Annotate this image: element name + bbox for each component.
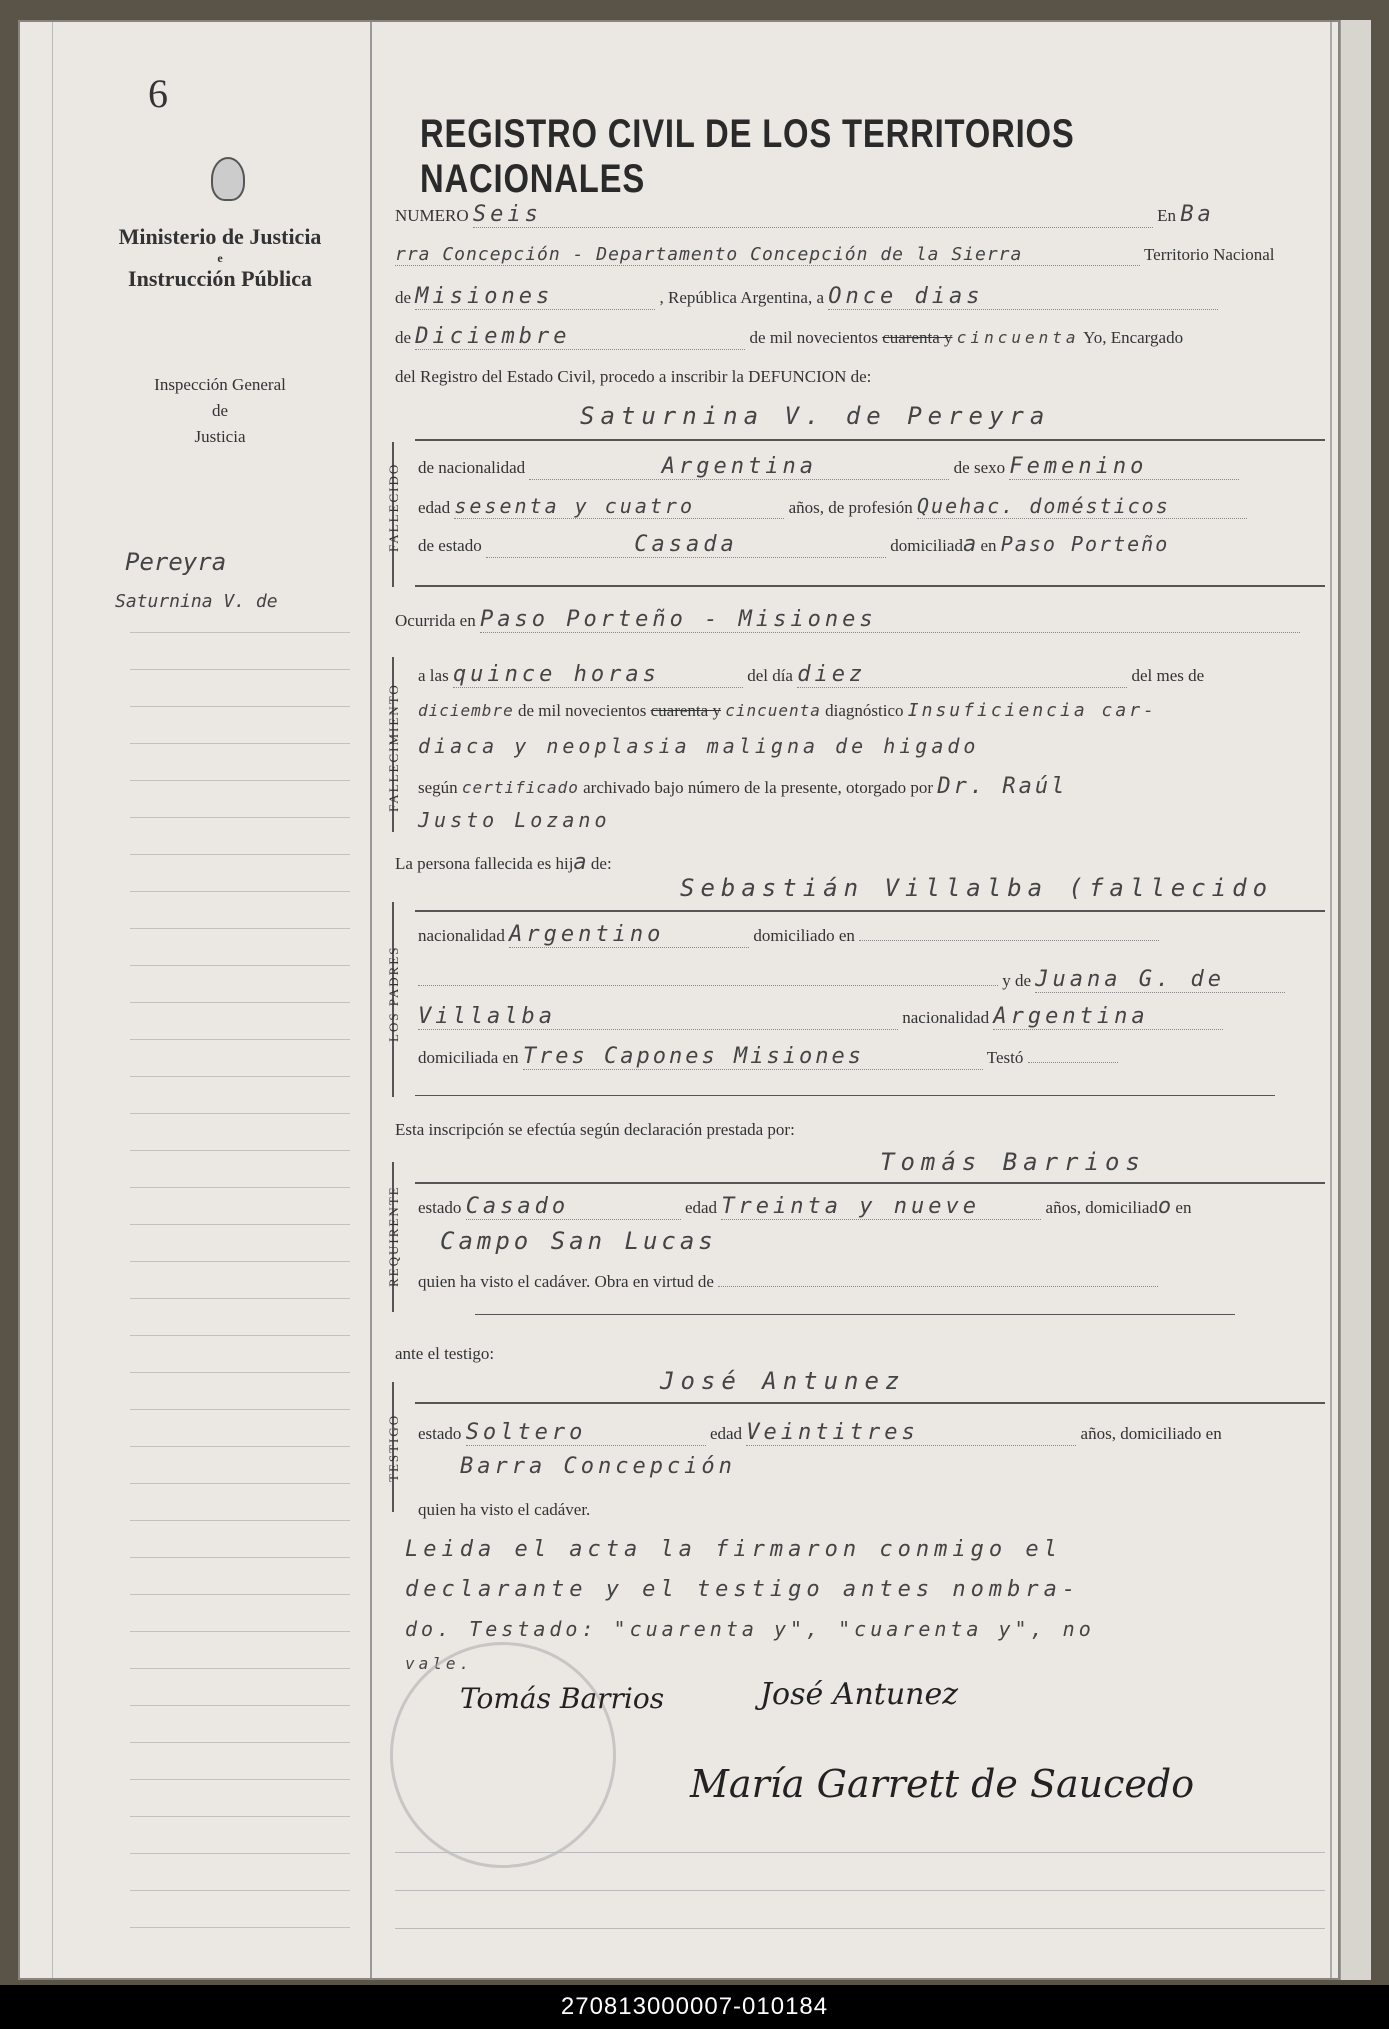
margin-annotation — [115, 542, 278, 622]
requirente-rule — [415, 1182, 1325, 1184]
registro-row: del Registro del Estado Civil, procedo a inscribir la DEFUNCION de: — [395, 367, 872, 386]
coat-of-arms-icon — [211, 157, 245, 201]
fallecimiento-section-label: FALLECIMIENTO — [386, 683, 401, 812]
margin-ruled-line — [130, 1002, 350, 1003]
domiciliada-label: domiciliada en — [418, 1048, 519, 1067]
sexo-label: de sexo — [953, 458, 1006, 477]
margin-ruled-line — [130, 1520, 350, 1521]
domiciliado-label: domiciliado en — [753, 926, 855, 945]
inspection-line: Justicia — [194, 427, 246, 446]
margin-ruled-line — [130, 1039, 350, 1040]
image-identifier: 270813000007-010184 — [0, 1985, 1389, 2029]
father-rule — [415, 910, 1325, 912]
father-nac: Argentino — [509, 922, 749, 948]
mes-value: diciembre — [418, 701, 514, 720]
margin-ruled-line — [130, 1816, 350, 1817]
sexo-value: Femenino — [1009, 454, 1239, 480]
margin-name-line: Saturnina V. de — [115, 591, 278, 612]
register-page — [18, 20, 1340, 1980]
inspection-line: Inspección General — [154, 375, 286, 394]
book-spine — [1340, 20, 1371, 1980]
declar-label: Esta inscripción se efectúa según declaración prestada por: — [395, 1120, 795, 1139]
margin-ruled-line — [130, 965, 350, 966]
domiciliada-suffix: a — [962, 532, 977, 557]
margin-ruled-line — [130, 1742, 350, 1743]
anos-dom-label: años, domiciliado en — [1080, 1424, 1222, 1443]
nac-label: nacionalidad — [902, 1008, 990, 1027]
page-title: REGISTRO CIVIL DE LOS TERRITORIOS NACIONALES — [420, 112, 1075, 201]
margin-ruled-line — [130, 632, 350, 633]
signature-testigo: José Antunez — [760, 1677, 959, 1712]
margin-ruled-line — [130, 1113, 350, 1114]
edad-value: sesenta y cuatro — [454, 494, 784, 519]
mother-value: Villalba — [418, 1004, 898, 1030]
deceased-name: Saturnina V. de Pereyra — [580, 402, 1051, 430]
margin-ruled-line — [130, 817, 350, 818]
closing-line: Leida el acta la firmaron conmigo el — [405, 1537, 1062, 1562]
requirente-section-label: REQUIRENTE — [386, 1185, 401, 1287]
margin-ruled-line — [130, 891, 350, 892]
testigo-rule — [415, 1402, 1325, 1404]
margin-ruled-line — [130, 1261, 350, 1262]
margin-ruled-line — [130, 1372, 350, 1373]
hora-value: quince horas — [453, 662, 743, 688]
father-nac-row — [418, 922, 1353, 948]
fallecido-section-label: FALLECIDO — [386, 462, 401, 552]
republica-label: , República Argentina, a — [659, 288, 824, 307]
body-ruled-line — [395, 1852, 1325, 1853]
mil-label: de mil novecientos — [749, 328, 878, 347]
nac-value: Argentina — [529, 454, 949, 480]
numero-row — [395, 202, 1330, 228]
numero-value: Seis — [473, 202, 1153, 228]
edad-label: edad — [709, 1424, 743, 1443]
struck-year: cuarenta y — [650, 701, 721, 720]
body-ruled-line — [395, 1928, 1325, 1929]
margin-ruled-line — [130, 780, 350, 781]
archivado-label: archivado bajo número de la presente, otorgado por — [583, 778, 934, 797]
margin-ruled-line — [130, 854, 350, 855]
requirente-dom: Campo San Lucas — [440, 1227, 717, 1255]
margin-ruled-line — [130, 1779, 350, 1780]
edad-label: edad — [418, 498, 451, 517]
requirente-estado-row — [418, 1194, 1353, 1220]
page-number: 6 — [148, 71, 168, 116]
margin-ruled-line — [130, 1076, 350, 1077]
mother-dom-row — [418, 1044, 1353, 1070]
name-rule — [415, 439, 1325, 441]
margin-ruled-line — [130, 743, 350, 744]
year-value: cincuenta — [956, 328, 1080, 347]
hija-label: La persona fallecida es hij — [395, 854, 574, 873]
padres-rule — [415, 1095, 1275, 1096]
closing-line: vale. — [405, 1654, 474, 1673]
nac-label: de nacionalidad — [418, 458, 526, 477]
inspection-heading — [100, 372, 340, 450]
requirente-edad: Treinta y nueve — [721, 1194, 1041, 1220]
anos-prof-label: años, de profesión — [788, 498, 913, 517]
en-label: en — [980, 536, 997, 555]
mes-label: del mes de — [1131, 666, 1205, 685]
estado-label: estado — [418, 1424, 462, 1443]
hija-suffix: a — [573, 850, 587, 875]
testigo-name: José Antunez — [660, 1367, 906, 1395]
margin-ruled-line — [130, 1557, 350, 1558]
prof-value: Quehac. domésticos — [917, 494, 1247, 519]
territory-value: Misiones — [415, 284, 655, 310]
margin-ruled-line — [130, 706, 350, 707]
day-value: Once dias — [828, 284, 1218, 310]
ministry-line: e — [217, 251, 223, 265]
diag-value: diaca y neoplasia maligna de higado — [418, 734, 980, 758]
mother-dom: Tres Capones Misiones — [523, 1044, 983, 1070]
place-value: rra Concepción - Departamento Concepción de la Sierra — [395, 244, 1140, 266]
alas-label: a las — [418, 666, 449, 685]
yde-label: y de — [1002, 971, 1032, 990]
estado-label: estado — [418, 1198, 462, 1217]
nac-label: nacionalidad — [418, 926, 505, 945]
signature-declarante: Tomás Barrios — [460, 1682, 665, 1715]
diag-value: Insuficiencia car- — [907, 700, 1157, 721]
cert-row — [418, 774, 1353, 799]
margin-ruled-line — [130, 1594, 350, 1595]
domiciliada-label: domiciliad — [890, 536, 963, 555]
territorio-label: Territorio Nacional — [1143, 245, 1275, 264]
closing-line: declarante y el testigo antes nombra- — [405, 1577, 1081, 1602]
closing-line: do. Testado: "cuarenta y", "cuarenta y", no — [405, 1617, 1095, 1641]
yo-label: Yo, Encargado — [1083, 328, 1184, 347]
month-value: Diciembre — [415, 324, 745, 350]
visto-label: quien ha visto el cadáver. Obra en virtud de — [418, 1272, 714, 1291]
requirente-estado: Casado — [466, 1194, 681, 1220]
father-dom-blank — [859, 940, 1159, 941]
padres-section-label: LOS PADRES — [386, 945, 401, 1042]
estado-label: de estado — [418, 536, 482, 555]
margin-ruled-line — [130, 1631, 350, 1632]
ocurrida-label: Ocurrida en — [395, 611, 476, 630]
testigo-label: ante el testigo: — [395, 1344, 495, 1363]
signature-encargado: María Garrett de Saucedo — [690, 1762, 1195, 1806]
ministry-line: Instrucción Pública — [128, 266, 312, 291]
anos-dom-label: años, domiciliad — [1045, 1198, 1158, 1217]
doctor-value: Dr. Raúl — [937, 774, 1068, 799]
doctor-value: Justo Lozano — [418, 808, 611, 832]
margin-ruled-line — [130, 1668, 350, 1669]
dia-value: diez — [797, 662, 1127, 688]
visto-blank — [718, 1286, 1158, 1287]
mother-nac: Argentina — [993, 1004, 1223, 1030]
inspection-line: de — [211, 401, 229, 420]
date-row — [395, 324, 1330, 350]
anos-dom-suffix: o — [1157, 1194, 1172, 1219]
ocurrida-value: Paso Porteño - Misiones — [480, 607, 1300, 633]
mother-nac-row — [418, 1004, 1353, 1030]
visto-label: quien ha visto el cadáver. — [418, 1500, 591, 1519]
domicilio-value: Paso Porteño — [1000, 532, 1170, 556]
father-value: Sebastián Villalba (fallecido — [680, 874, 1274, 902]
margin-name-line: Pereyra — [125, 548, 227, 576]
ministry-line: Ministerio de Justicia — [118, 224, 322, 249]
margin-ruled-line — [130, 1705, 350, 1706]
estado-value: Casada — [486, 532, 886, 558]
testigo-estado-row — [418, 1420, 1353, 1446]
en-value: Ba — [1180, 202, 1215, 227]
cert-value: certificado — [461, 778, 579, 797]
year-value: cincuenta — [725, 701, 821, 720]
margin-ruled-line — [130, 1187, 350, 1188]
del-dia-label: del día — [747, 666, 793, 685]
visto-row — [418, 1272, 1353, 1292]
en-label: En — [1157, 206, 1177, 225]
testigo-dom: Barra Concepción — [460, 1454, 736, 1479]
margin-ruled-line — [130, 1927, 350, 1928]
hija-row — [395, 850, 1330, 875]
estado-row — [418, 532, 1353, 558]
ocurrida-row — [395, 607, 1330, 633]
fallecido-rule — [415, 585, 1325, 587]
nacionalidad-row — [418, 454, 1353, 480]
requirente-end-rule — [475, 1314, 1235, 1315]
mother-blank — [418, 985, 998, 986]
margin-ruled-line — [130, 1150, 350, 1151]
right-rule — [1330, 22, 1332, 1978]
mother-row — [418, 967, 1353, 993]
testo-blank — [1028, 1062, 1118, 1063]
body-ruled-line — [395, 1890, 1325, 1891]
margin-ruled-line — [130, 669, 350, 670]
de-label: de: — [590, 854, 612, 873]
struck-year: cuarenta y — [882, 328, 953, 347]
de-label: de — [395, 328, 412, 347]
margin-ruled-line — [130, 1483, 350, 1484]
left-column — [60, 22, 372, 1978]
place-row — [395, 244, 1330, 266]
mil-label: de mil novecientos — [517, 701, 647, 720]
edad-row — [418, 494, 1353, 519]
testigo-edad: Veintitres — [746, 1420, 1076, 1446]
margin-ruled-line — [130, 1853, 350, 1854]
territory-row — [395, 284, 1330, 310]
ministry-heading — [100, 222, 340, 294]
margin-rule — [52, 22, 53, 1978]
margin-ruled-line — [130, 1224, 350, 1225]
margin-ruled-line — [130, 1890, 350, 1891]
margin-ruled-line — [130, 1335, 350, 1336]
margin-ruled-line — [130, 928, 350, 929]
requirente-name: Tomás Barrios — [880, 1148, 1146, 1176]
anio-row — [418, 700, 1353, 721]
numero-label: NUMERO — [395, 206, 469, 225]
diag-label: diagnóstico — [825, 701, 904, 720]
margin-ruled-line — [130, 1409, 350, 1410]
mother-value: Juana G. de — [1035, 967, 1285, 993]
segun-label: según — [418, 778, 458, 797]
de-label: de — [395, 288, 412, 307]
testigo-estado: Soltero — [466, 1420, 706, 1446]
edad-label: edad — [684, 1198, 718, 1217]
en-label: en — [1175, 1198, 1192, 1217]
margin-ruled-line — [130, 1298, 350, 1299]
official-seal-icon — [390, 1642, 616, 1868]
margin-ruled-line — [130, 1446, 350, 1447]
hora-row — [418, 662, 1353, 688]
testo-label: Testó — [986, 1048, 1024, 1067]
testigo-section-label: TESTIGO — [386, 1413, 401, 1482]
